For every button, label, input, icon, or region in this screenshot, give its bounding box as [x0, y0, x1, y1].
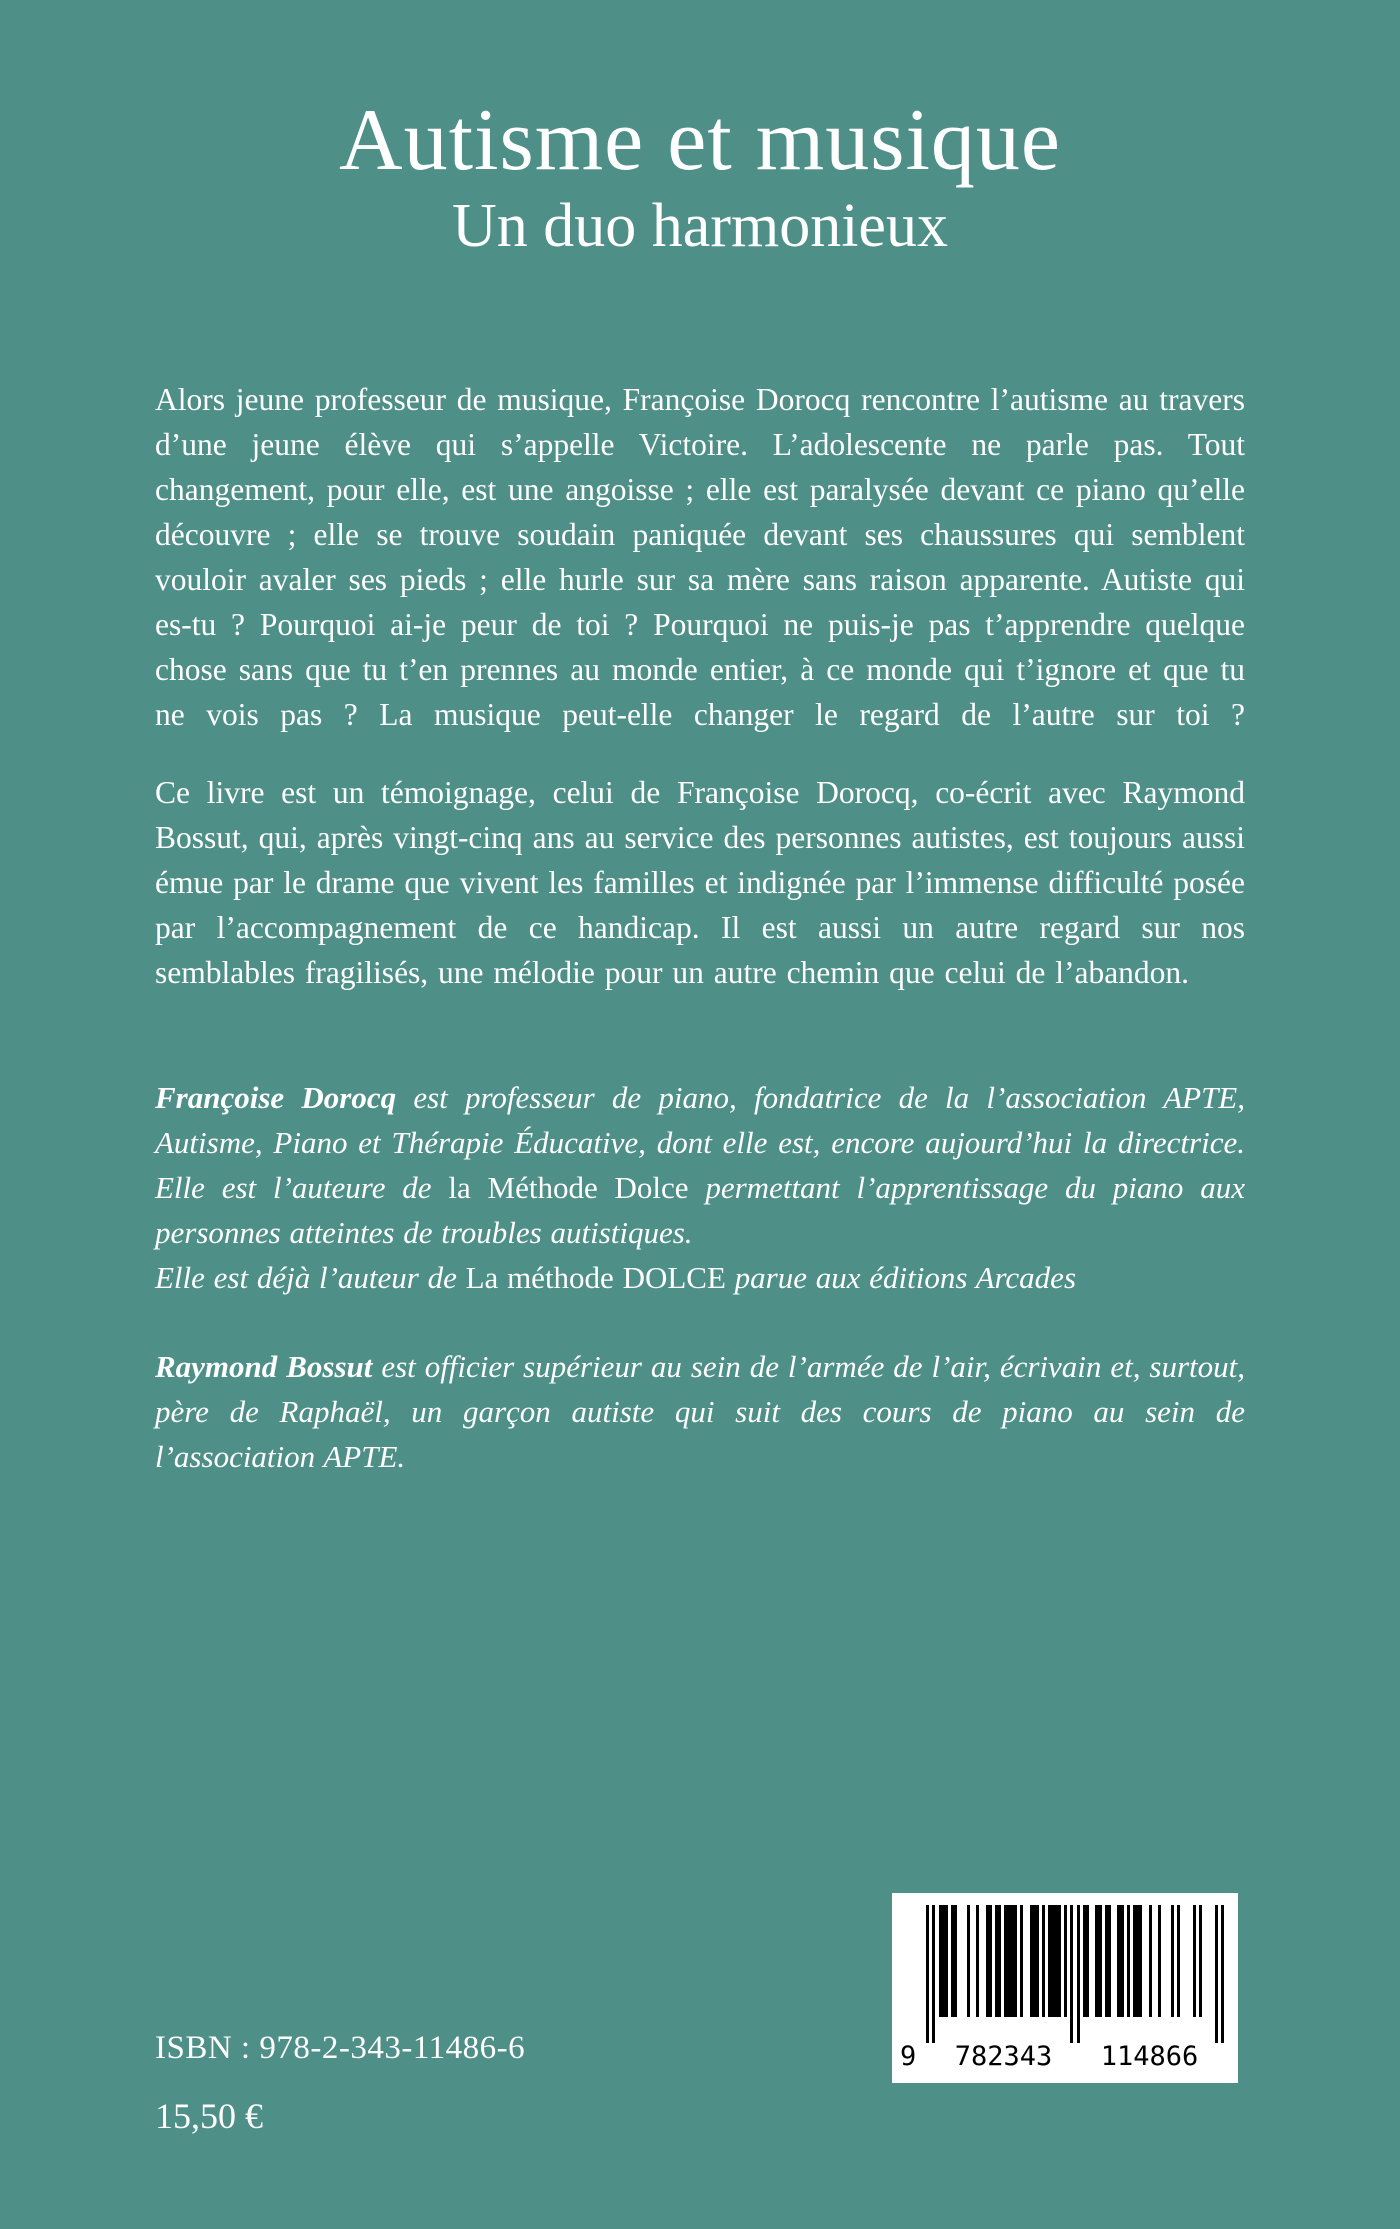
text-run: permettant l’apprentissage du piano aux personnes atteintes de troubles autistiques. [155, 1169, 1245, 1250]
barcode-number [900, 2039, 1224, 2075]
barcode-bar [951, 1905, 957, 2017]
barcode-bar [1064, 1905, 1067, 2017]
barcode-bar [1077, 1905, 1080, 2043]
barcode-bar [1193, 1905, 1196, 2017]
barcode-bar [1020, 1905, 1023, 2017]
barcode-bar [932, 1905, 935, 2043]
barcode-bar [995, 1905, 1001, 2017]
barcode-bar [967, 1905, 970, 2017]
barcode-digit-group: 9 [900, 2041, 917, 2072]
barcode-bar [1171, 1905, 1174, 2017]
text-run: est professeur de piano, fondatrice de la l’association APTE, Autisme, Piano et Thérapie Éducative, dont elle est, encore aujourd’hui la directrice. Elle est l’auteure de [155, 1079, 1245, 1205]
barcode-bars [926, 1905, 1224, 2043]
barcode-bar [926, 1905, 929, 2043]
book-title: Autisme et musique [339, 92, 1061, 189]
text-run: Elle est déjà l’auteur de [155, 1259, 466, 1295]
synopsis-paragraph-2: Ce livre est un témoignage, celui de Françoise Dorocq, co-écrit avec Raymond Bossut, qui, après vingt-cinq ans au service des personnes autistes, est toujours aussi émue par le drame que vivent les familles et indignée par l’immense difficulté posée par l’accompagnement de ce handicap. Il est aussi un autre regard sur nos semblables fragilisés, une mélodie pour un autre chemin que celui de l’abandon. [155, 774, 1245, 990]
barcode-bar [1030, 1905, 1039, 2017]
barcode-digit-group: 782343 [954, 2041, 1053, 2072]
barcode-bar [986, 1905, 992, 2017]
book-subtitle: Un duo harmonieux [452, 191, 948, 260]
barcode-bar [1083, 1905, 1089, 2017]
barcode [892, 1893, 1238, 2083]
text-run: La méthode DOLCE [465, 1259, 735, 1295]
barcode-bar [1133, 1905, 1142, 2017]
barcode-bar [939, 1905, 948, 2017]
barcode-bar [1048, 1905, 1061, 2017]
text-run: est officier supérieur au sein de l’armée de l’air, écrivain et, surtout, père de Raphaël, un garçon autiste qui suit des cours de piano au sein de l’association APTE. [155, 1348, 1245, 1474]
back-cover-text [155, 377, 1245, 1479]
barcode-bar [1177, 1905, 1180, 2017]
text-run: Raymond Bossut [155, 1348, 373, 1384]
barcode-bar [1221, 1905, 1224, 2043]
barcode-bar [1215, 1905, 1218, 2043]
barcode-bar [1095, 1905, 1101, 2017]
text-run: la Méthode Dolce [448, 1169, 689, 1205]
barcode-bar [1042, 1905, 1045, 2017]
barcode-bar [1127, 1905, 1130, 2017]
barcode-bar [1004, 1905, 1017, 2017]
barcode-bar [1070, 1905, 1073, 2043]
text-run: Françoise Dorocq [155, 1079, 397, 1115]
barcode-bar [976, 1905, 979, 2017]
barcode-bar [1199, 1905, 1202, 2017]
synopsis-paragraph-1: Alors jeune professeur de musique, Françoise Dorocq rencontre l’autisme au travers d’une jeune élève qui s’appelle Victoire. L’adolescente ne parle pas. Tout changement, pour elle, est une angoisse ; elle est paralysée devant ce piano qu’elle découvre ; elle se trouve soudain paniquée devant ses chaussures qui semblent vouloir avaler ses pieds ; elle hurle sur sa mère sans raison apparente. Autiste qui es-tu ? Pourquoi ai-je peur de toi ? Pourquoi ne puis-je pas t’apprendre quelque chose sans que tu t’en prennes au monde entier, à ce monde qui t’ignore et que tu ne vois pas ? La musique peut-elle changer le regard de l’autre sur toi ? [155, 381, 1245, 732]
barcode-bar [1105, 1905, 1111, 2017]
previous-work-note [155, 1255, 1245, 1300]
barcode-bar [1117, 1905, 1123, 2017]
author-bio-dorocq [155, 1075, 1245, 1255]
text-run: parue aux éditions Arcades [734, 1259, 1077, 1295]
barcode-bar [1149, 1905, 1152, 2017]
price-label: 15,50 € [155, 2096, 263, 2136]
isbn-label: ISBN : 978-2-343-11486-6 [155, 2030, 526, 2066]
barcode-digit-group: 114866 [1100, 2041, 1199, 2072]
author-bio-bossut [155, 1344, 1245, 1479]
barcode-bar [1158, 1905, 1161, 2017]
